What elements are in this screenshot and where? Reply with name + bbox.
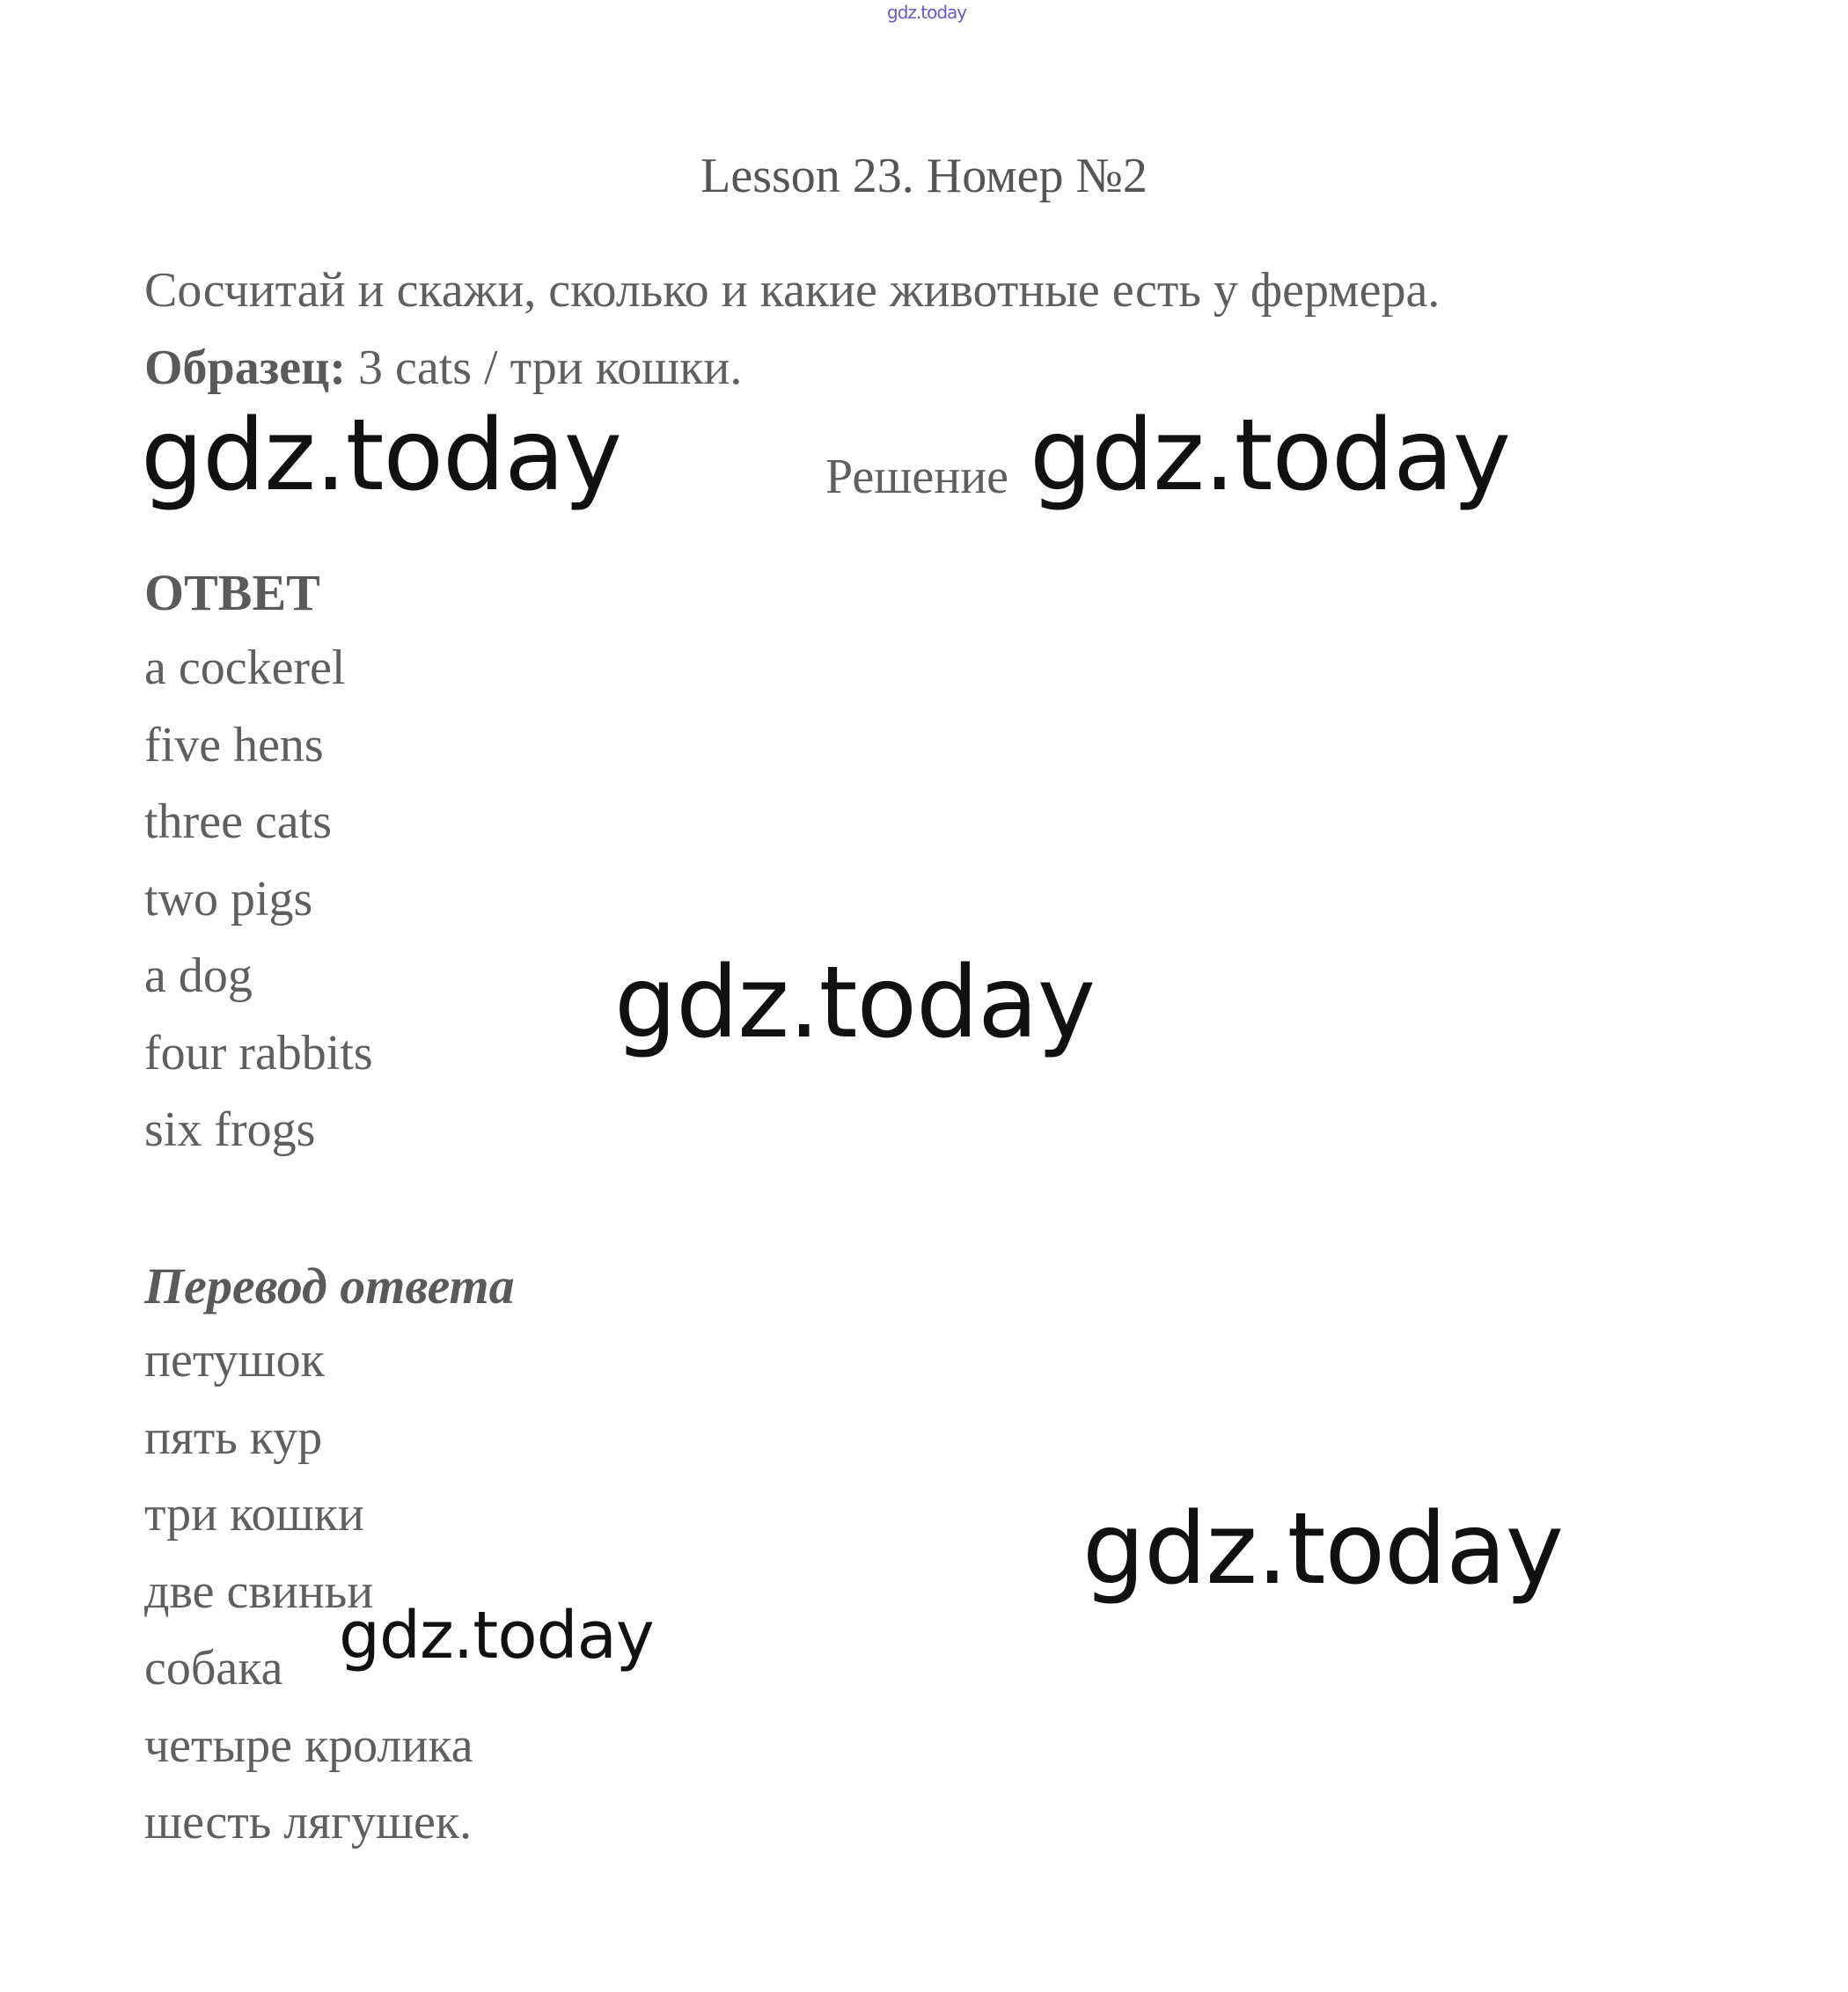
translation-item: шесть лягушек.: [144, 1795, 473, 1849]
translation-item: две свиньи: [144, 1564, 374, 1619]
page-title: Lesson 23. Номер №2: [700, 149, 1148, 203]
sample-line: [144, 340, 742, 396]
site-link[interactable]: gdz.today: [887, 2, 967, 23]
translation-item: петушок: [144, 1333, 325, 1388]
watermark-logo: gdz.today: [1030, 399, 1511, 513]
answer-item: two pigs: [144, 871, 313, 926]
answer-item: a dog: [144, 948, 253, 1003]
translation-list: [144, 1322, 473, 1862]
sample-label: Образец:: [144, 341, 346, 395]
answer-item: six frogs: [144, 1102, 316, 1157]
translation-item: четыре кролика: [144, 1717, 473, 1773]
answer-item: four rabbits: [144, 1025, 373, 1080]
watermark-logo: gdz.today: [1082, 1492, 1564, 1607]
translation-item: пять кур: [144, 1410, 323, 1465]
solution-label: Решение: [825, 450, 1009, 504]
translation-item: три кошки: [144, 1487, 364, 1542]
translation-item: собака: [144, 1641, 283, 1695]
answer-list: [144, 630, 373, 1169]
answer-item: five hens: [144, 717, 324, 773]
answer-item: three cats: [144, 795, 332, 849]
watermark-logo: gdz.today: [339, 1598, 654, 1673]
watermark-logo: gdz.today: [614, 946, 1096, 1060]
task-instruction: Сосчитай и скажи, сколько и какие животные есть у фермера.: [144, 263, 1441, 318]
answer-heading: ОТВЕТ: [144, 564, 320, 621]
watermark-logo: gdz.today: [141, 399, 622, 513]
answer-item: a cockerel: [144, 641, 346, 695]
sample-text: 3 cats / три кошки.: [357, 341, 743, 395]
translation-heading: Перевод ответа: [144, 1257, 515, 1315]
